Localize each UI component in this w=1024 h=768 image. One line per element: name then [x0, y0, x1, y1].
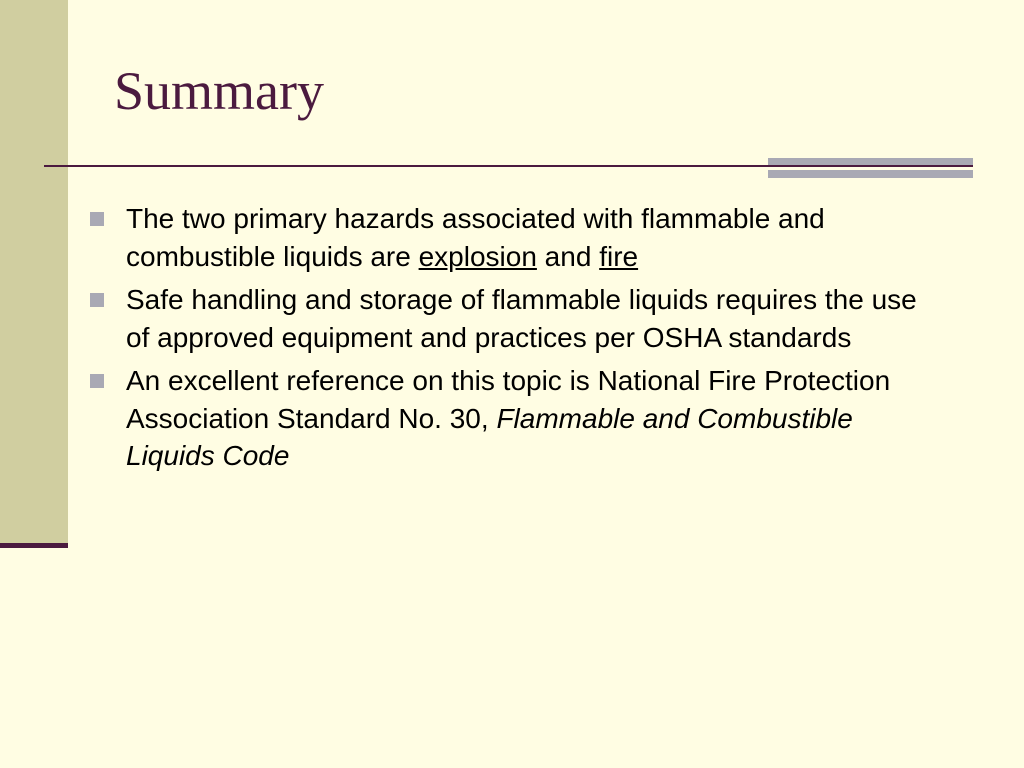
bullet-item-hazards: [88, 200, 928, 275]
left-decorative-band: [0, 0, 68, 546]
bullet-text: An excellent reference on this topic is National Fire Protection Association Standard No. 30,: [126, 365, 891, 434]
code-title: Flammable and Combustible Liquids Code: [126, 402, 853, 471]
square-bullet-icon: [90, 374, 104, 388]
accent-stripe-top: [768, 158, 973, 165]
bullet-item-reference: [88, 362, 928, 475]
bullet-item-safe-handling: [88, 281, 928, 356]
fire-term: fire: [599, 240, 639, 272]
bullet-text: The two primary hazards associated with flammable and combustible liquids are: [126, 203, 825, 272]
accent-bar: [768, 158, 973, 178]
left-band-underline: [0, 543, 68, 548]
square-bullet-icon: [90, 293, 104, 307]
slide-title: Summary: [114, 61, 324, 121]
bullet-text: Safe handling and storage of flammable liquids requires the use of approved equipment and practices per OSHA standards: [126, 284, 917, 353]
explosion-term: explosion: [418, 240, 537, 272]
bullet-text-connector: and: [536, 240, 600, 272]
square-bullet-icon: [90, 212, 104, 226]
accent-stripe-bottom: [768, 170, 973, 178]
bullet-list: [88, 200, 928, 475]
bullet-list-container: [88, 200, 928, 481]
